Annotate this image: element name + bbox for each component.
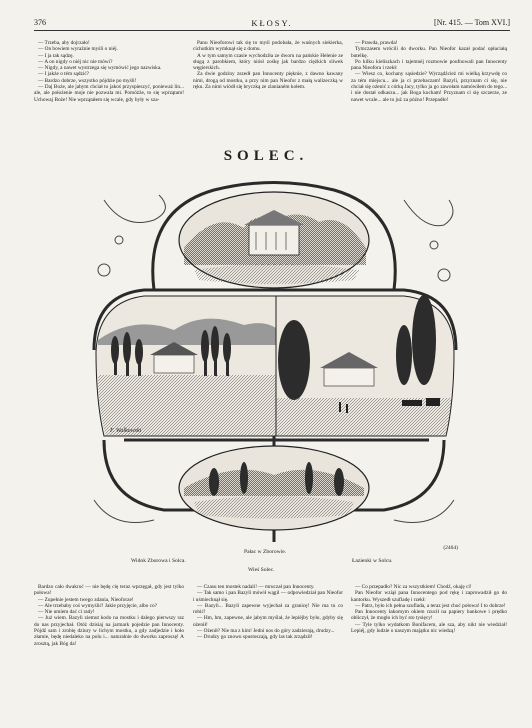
issue-number: [Nr. 415. — Tom XVI.] [434, 18, 510, 27]
paragraph: — Nie umiem dać ci rady! [38, 609, 95, 616]
caption-lazienki: Łazienki w Solcu. [352, 558, 393, 564]
lazienki-in-solec-view [276, 295, 454, 436]
paragraph: — On bowiem wyraźnie myśli o niéj. [38, 46, 118, 53]
paragraph: Po kilku kieliszkach i tajemnéj rozmowie poufnowali pan Innocenty pana Nieofora i rzekł: [351, 58, 507, 72]
paragraph: — Ożenił? Nie ma z kim! Jedni nos do góry zadzierają, drudzy... [197, 628, 335, 635]
paragraph: Bardzo cało dwakroć — nie będę cię teraz wprzęgał, gdy jest tylko połowa! [34, 584, 184, 597]
paragraph: Panu Nieoforowi tak się to myśl podobała, że waśnych siekierka, cichutkim wymknął się z domu. [193, 40, 343, 53]
page-header [34, 18, 510, 31]
paragraph: — Zupełnie jestem twego zdania, Nieoforze! [38, 596, 134, 603]
paragraph: — Drudzy go znowu spustoszają, gdy las tak zrządził! [197, 634, 313, 641]
paragraph: — Tak samo i pan Bazyli mówił wągil — odpowiedział pan Nieofor i uśmiechnął się. [193, 590, 343, 603]
paragraph: A w tym samym czasie wychodziła ze dworu na pańskie Helenie ze sługą z parobkiem, który niósł zośkę jak bardzo ciężkich sliwek węgierskich. [193, 52, 343, 72]
caption-zborow-view: Widok Zborowa i Solca. [131, 558, 186, 564]
paragraph: — Co przepadło? Nic za wszystkiem! Chodź, okaję ci! [355, 584, 472, 590]
paragraph: — Prawda, prawda! [355, 40, 398, 46]
palace-in-zborow-vignette [179, 192, 369, 288]
paragraph: — Tyle tylko wydatkom Bonifacem, ale sza, aby nikt nie wiedział! Lepiéj, gdy ludzie o naszym majątku nic wiedzą! [351, 621, 507, 635]
top-column-1 [34, 40, 184, 142]
paragraph: — Już wiem. Bazyli ziemut kodo na mostku i dalego pierwszy raz do nas przyjechał. Otóż dzisiaj na jarmark pojedzie pan Innocenty. Pójdź sam i zrobię dziury w lichym mostku, a gdy zadjedzie i koło złamie, będę niedaleko na polu i... naturalnie do dworku zaproszę! A zrosztą, jak Bóg da! [34, 615, 184, 647]
view-of-zborow-and-solec [96, 296, 276, 436]
bottom-column-1 [34, 584, 184, 704]
paragraph: — Trzeba, aby dojrzało! [38, 40, 90, 46]
paragraph: — I jakże o tém sądzić? [38, 71, 90, 78]
paragraph: Tymczasem wrócili do dworku. Pan Nieofor kazał podać opłaciałą butelkę. [351, 46, 507, 59]
article-title: SOLEC. [223, 148, 309, 164]
page-number: 376 [34, 18, 46, 27]
paragraph: — Bazyli... Bazyli zapewne wyjechał za granicę! Nie ma tu co robić! [193, 602, 343, 616]
paragraph: — Ale trzebaby coś wymyślić! Jakie przyjęcie, albo co? [38, 602, 157, 609]
paragraph: Pan Innocenty łakomym okiem rzucił na papiery bankowe i prędko obliczył, że mogło ich być sto tysięcy! [351, 609, 507, 622]
paragraph: Za dwie godziny zszedł pan Innocenty pięknie, z dawno kawany nimi, drogą od mostku, a przy nim pan Nieofor z małą walizeczką w ręku. Za nimi wiódł się bryczką ze zlanianém kołem. [193, 71, 343, 91]
paragraph: — Wiesz co, kochany sąsiedzie? Wyrządźcież mi wielką krzywdę co za tém miejscu... ale ja ci przebaczam! Bazyli, przyznam ci się, nie chciał się ożenić z córką Jacy, tylko ja go zawołam namówiłem do tego... i nie dostał odkaszu... jak Boga kocham! Przyznam ci się szczerze, ze nawet wcale... ale to już za późno! Przepadło! [351, 71, 507, 103]
paragraph: — I ja tak sądzę. [38, 52, 74, 59]
solec-village-vignette [179, 446, 369, 530]
paragraph: — Czasu ten mostek nadali! — mruczał pan Innocenty. [197, 584, 315, 590]
journal-title: KŁOSY. [251, 18, 293, 28]
paragraph: — Patrz, było ich pełna szuflada, a teraz jest choć połowa! I to dobrze! [355, 602, 506, 609]
paragraph: — A on nigdy o niéj nic nie mówi? [38, 58, 113, 65]
engraving-illustration [84, 170, 468, 542]
paragraph: — Nigdy, a nawet wystrzega się wymówić jego nazwiska. [38, 65, 162, 72]
bottom-column-2 [193, 584, 343, 704]
bottom-column-3 [351, 584, 507, 704]
artist-signature: F. Walkowski [110, 428, 142, 434]
paragraph: Pan Nieofor wziął pana Innocentego pod rękę i zaprowadził go do kantorku. Wyszedł szufladę i rzekł: [351, 590, 507, 603]
paragraph: — Daj Boże, ale jabym chciał to jakoś przyspieszyć, ponieważ lin... ale, ale położenie moje nie pozwala mi. Pomóżże, to się wprzątam! Uchowaj Boże! Nie wprzątałem się wcale, gdy były w sza- [34, 84, 184, 103]
caption-zborow-palace: Pałac w Zborowie. [244, 549, 287, 555]
paragraph: — Bardzo dobrze, wszystko pójdzie po myśli! [38, 77, 137, 84]
top-column-2 [193, 40, 343, 142]
paragraph: — Hm, hm, zapewne, ale jabym myślał, że lepiéjby było, gdyby się ożenił! [193, 615, 343, 628]
caption-solec-village: Wieś Solec. [248, 567, 275, 573]
top-column-3 [351, 40, 507, 142]
engraving-number: (2464) [443, 545, 458, 551]
